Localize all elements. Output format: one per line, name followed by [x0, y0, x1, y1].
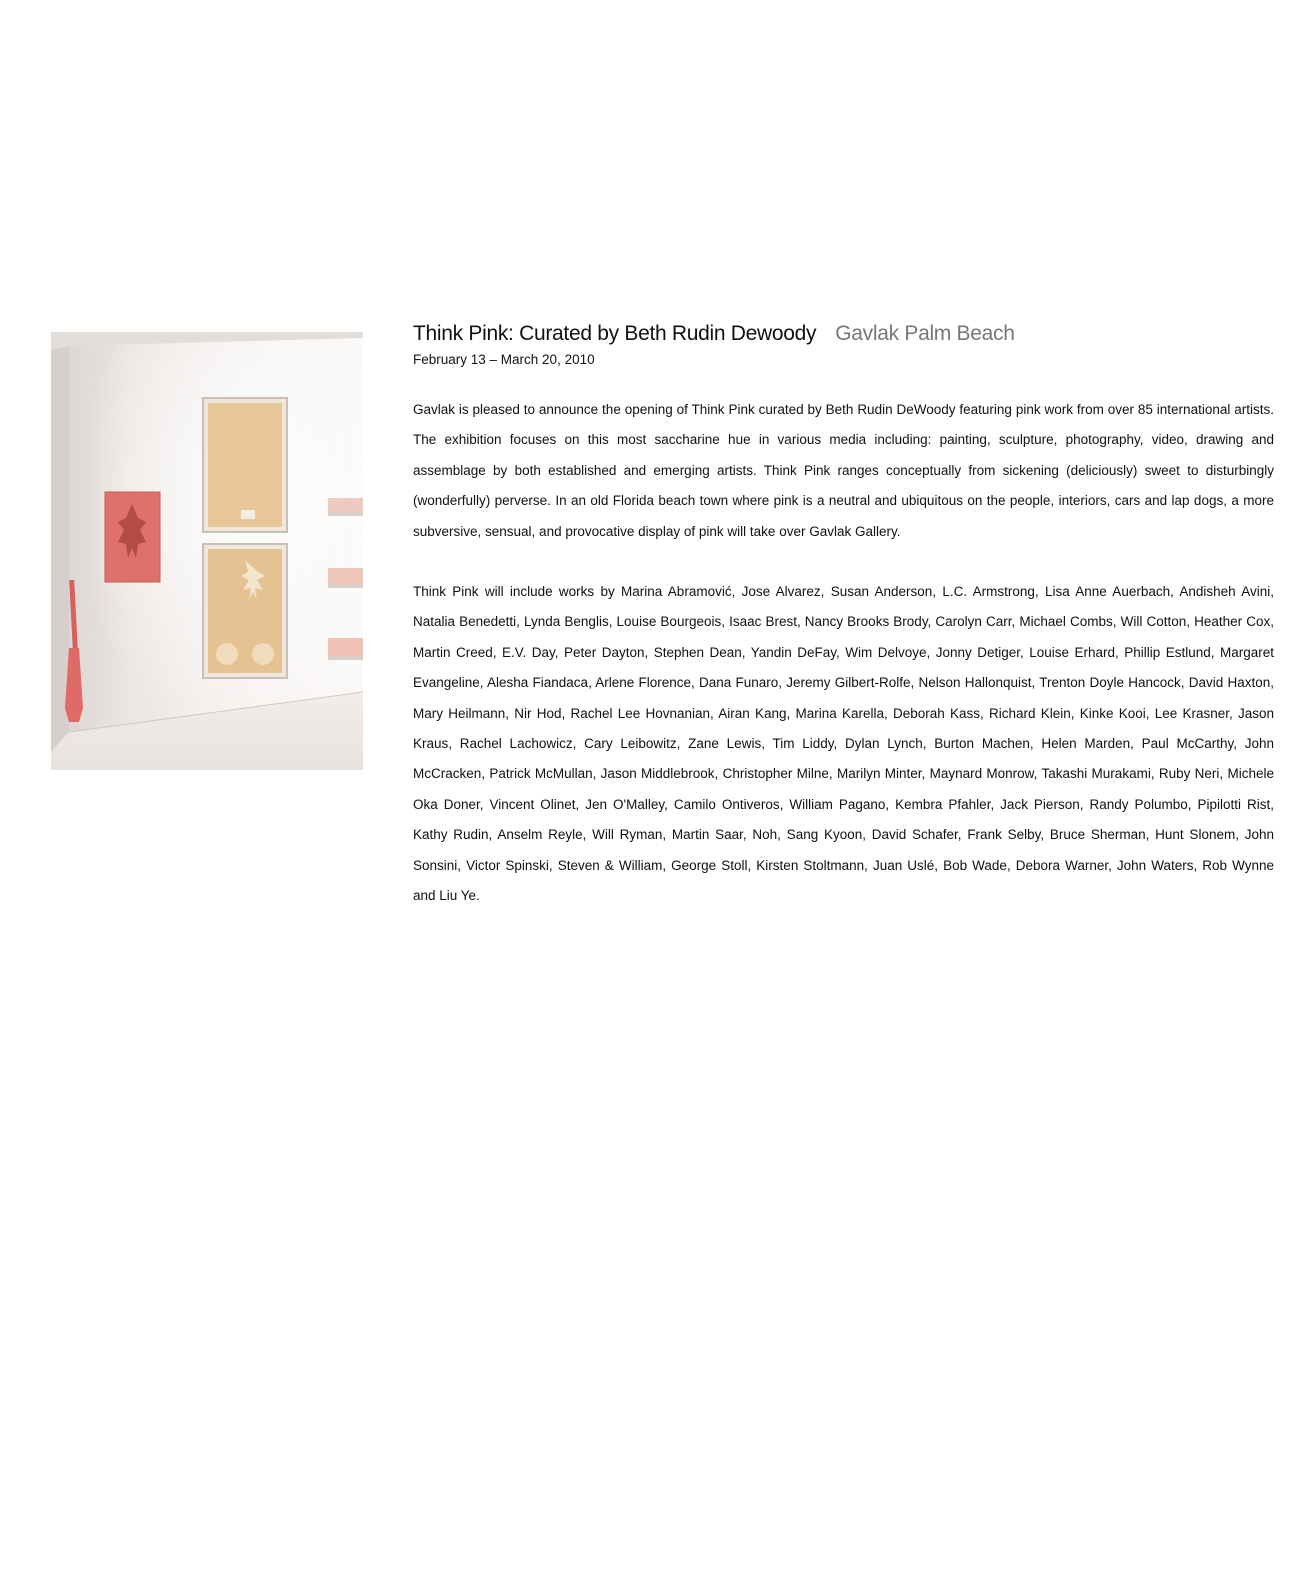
title-row	[413, 322, 1274, 346]
exhibition-dates: February 13 – March 20, 2010	[413, 352, 595, 367]
artist-list-paragraph: Think Pink will include works by Marina Abramović, Jose Alvarez, Susan Anderson, L.C. Armstrong, Lisa Anne Auerbach, Andisheh Avini, Natalia Benedetti, Lynda Benglis, Louise Bourgeois, Isaac Brest, Nancy Brooks Brody, Carolyn Carr, Michael Combs, Will Cotton, Heather Cox, Martin Creed, E.V. Day, Peter Dayton, Stephen Dean, Yandin DeFay, Wim Delvoye, Jonny Detiger, Louise Erhard, Phillip Estlund, Margaret Evangeline, Alesha Fiandaca, Arlene Florence, Dana Funaro, Jeremy Gilbert-Rolfe, Nelson Hallonquist, Trenton Doyle Hancock, David Haxton, Mary Heilmann, Nir Hod, Rachel Lee Hovnanian, Airan Kang, Marina Karella, Deborah Kass, Richard Klein, Kinke Kooi, Lee Krasner, Jason Kraus, Rachel Lachowicz, Cary Leibowitz, Zane Lewis, Tim Liddy, Dylan Lynch, Burton Machen, Helen Marden, Paul McCarthy, John McCracken, Patrick McMullan, Jason Middlebrook, Christopher Milne, Marilyn Minter, Maynard Monrow, Takashi Murakami, Ruby Neri, Michele Oka Doner, Vincent Olinet, Jen O'Malley, Camilo Ontiveros, William Pagano, Kembra Pfahler, Jack Pierson, Randy Polumbo, Pipilotti Rist, Kathy Rudin, Anselm Reyle, Will Ryman, Martin Saar, Noh, Sang Kyoon, David Schafer, Frank Selby, Bruce Sherman, Hunt Slonem, John Sonsini, Victor Spinski, Steven & William, George Stoll, Kirsten Stoltmann, Juan Uslé, Bob Wade, Debora Warner, John Waters, Rob Wynne and Liu Ye.	[413, 584, 1274, 904]
installation-photo	[51, 332, 363, 770]
exhibition-title: Think Pink: Curated by Beth Rudin Dewoody	[413, 322, 817, 345]
exhibition-content	[413, 322, 1274, 912]
venue-name: Gavlak Palm Beach	[835, 322, 1015, 345]
press-release-paragraph: Gavlak is pleased to announce the opening of Think Pink curated by Beth Rudin DeWoody featuring pink work from over 85 international artists. The exhibition focuses on this most saccharine hue in various media including: painting, sculpture, photography, video, drawing and assemblage by both established and emerging artists. Think Pink ranges conceptually from sickening (deliciously) sweet to disturbingly (wonderfully) perverse. In an old Florida beach town where pink is a neutral and ubiquitous on the people, interiors, cars and lap dogs, a more subversive, sensual, and provocative display of pink will take over Gavlak Gallery.	[413, 402, 1274, 539]
